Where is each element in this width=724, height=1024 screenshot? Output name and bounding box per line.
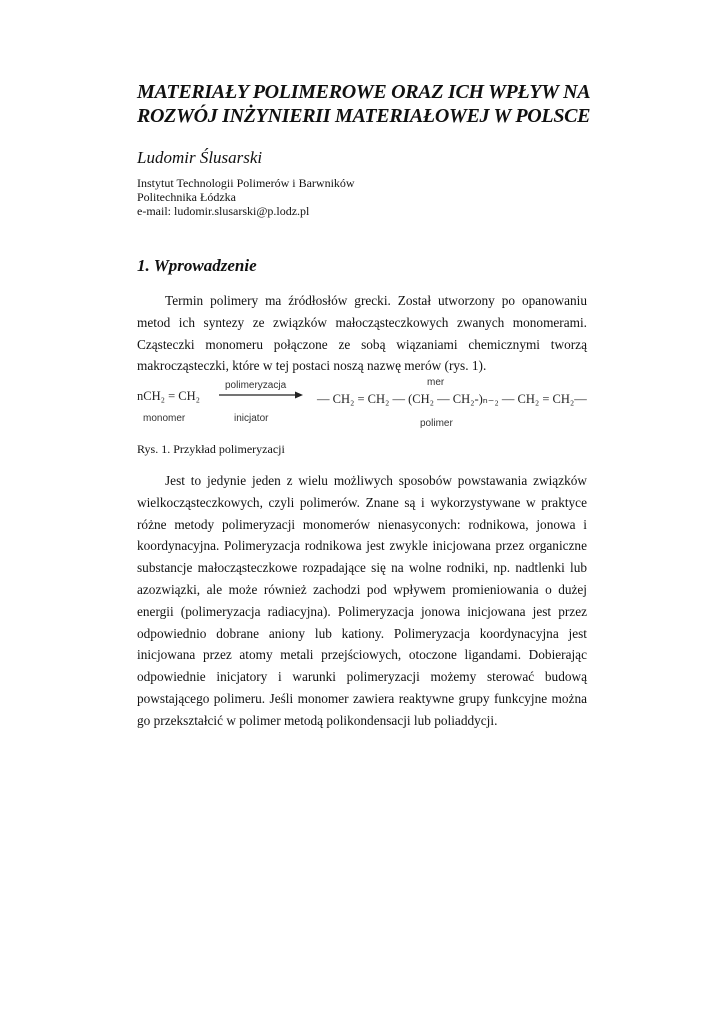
affiliation-university: Politechnika Łódzka [137, 190, 236, 204]
affiliation-email[interactable]: e-mail: ludomir.slusarski@p.lodz.pl [137, 204, 310, 218]
monomer-label: monomer [143, 413, 186, 424]
paragraph-methods: Jest to jedynie jeden z wielu możliwych sposobów powstawania związków wielkocząsteczkowych, czyli polimerów. Znane są i wykorzystywane w praktyce różne metody polimeryzacji monomerów nienasyconych: rodnikowa, jonowa i koordynacyjna. Polimeryzacja rodnikowa jest zwykle inicjowana przez organiczne substancje małocząsteczkowe rozpadające się na wolne rodniki, np. nadtlenki lub azozwiązki, ale może również zachodzi pod wpływem promieniowania o dużej energii (polimeryzacja radiacyjna). Polimeryzacja jonowa inicjowana jest przez odpowiednio dobrane aniony lub kationy. Polimeryzacja koordynacyjna jest inicjowana przez atomy metali przejściowych, otoczone ligandami. Dobierając odpowiednie inicjatory i warunki polimeryzacji możemy sterować budową powstającego polimeru. Jeśli monomer zawiera reaktywne grupy funkcyjne można go przekształcić w polimer metodą polikondensacji lub poliaddycji. [137, 473, 587, 728]
reaction-scheme [137, 376, 597, 436]
section-heading: 1. Wprowadzenie [137, 256, 257, 275]
paper-title: MATERIAŁY POLIMEROWE ORAZ ICH WPŁYW NA ROZWÓJ INŻYNIERII MATERIAŁOWEJ W POLSCE [137, 81, 591, 127]
arrow-label-top: polimeryzacja [225, 380, 287, 391]
affiliation-institute: Instytut Technologii Polimerów i Barwników [137, 176, 355, 190]
author-name: Ludomir Ślusarski [137, 148, 263, 167]
arrow-label-bottom: inicjator [234, 413, 269, 424]
polymer-label: polimer [420, 418, 453, 429]
paragraph-intro: Termin polimery ma źródłosłów grecki. Został utworzony po opanowaniu metod ich syntezy ze związków małocząsteczkowych zwanych monomerami. Cząsteczki monomeru połączone ze sobą wiązaniami chemicznymi tworzą makrocząsteczki, które w tej postaci noszą nazwę merów (rys. 1). [137, 293, 587, 374]
reactant-formula: nCH₂ = CH₂ [137, 389, 200, 403]
affiliation-block [137, 176, 355, 218]
product-formula: — CH₂ = CH₂ — (CH₂ — CH₂-)ₙ₋₂ — CH₂ = CH₂— [317, 392, 587, 406]
figure-caption: Rys. 1. Przykład polimeryzacji [137, 442, 285, 456]
reaction-arrow-head [295, 392, 303, 399]
polymerization-figure [137, 376, 597, 436]
mer-label: mer [427, 377, 445, 388]
